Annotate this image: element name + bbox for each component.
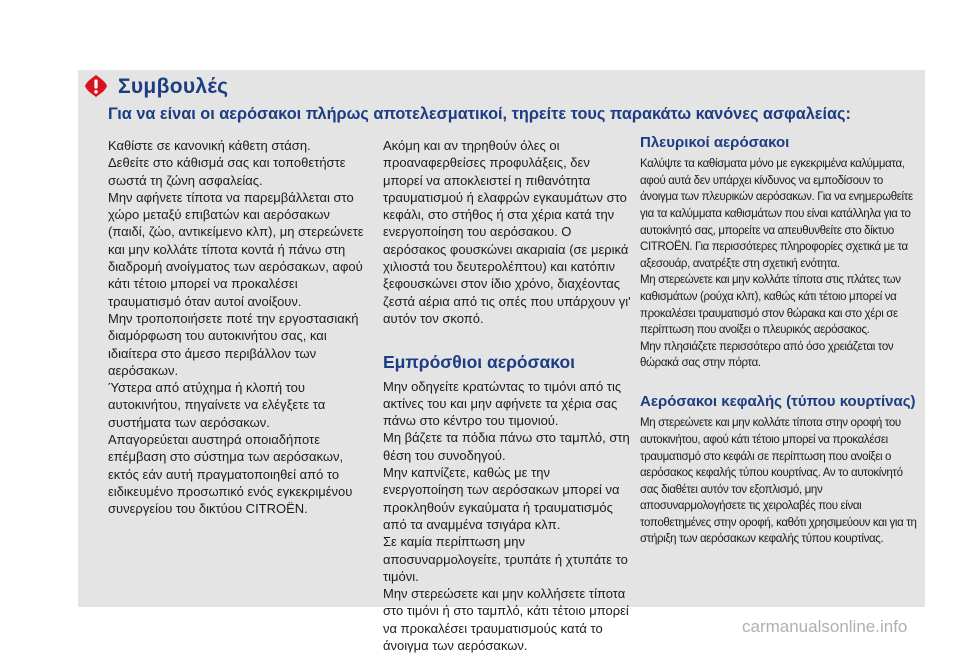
section-heading-front-airbags: Εμπρόσθιοι αερόσακοι (383, 352, 576, 373)
warning-icon (84, 74, 108, 98)
column-general-rules (108, 137, 370, 518)
paragraph: Απαγορεύεται αυστηρά οποιαδήποτε επέμβαση στο σύστημα των αερόσακων, εκτός εάν αυτή πραγματοποιηθεί από το ειδικευμένο προσωπικό ενός εγκεκριμένου συνεργείου του δικτύου CITROËN. (108, 432, 353, 517)
paragraph: Μην στερεώσετε και μην κολλήσετε τίποτα στο τιμόνι ή στο ταμπλό, κάτι τέτοιο μπορεί να προκαλέσει τραυματισμούς κατά το άνοιγμα των αερόσακων. (383, 586, 629, 654)
column-front-airbags (383, 137, 633, 654)
paragraph: Μη στερεώνετε και μην κολλάτε τίποτα στις πλάτες των καθισμάτων (ρούχα κλπ), καθώς κάτι τέτοιο μπορεί να προκαλέσει τραυματισμό στον θώρακα και στο χέρι σε περίπτωση που ανοίξει ο πλευρικός αερόσακος. (640, 274, 901, 337)
paragraph: Μην τροποποιήσετε ποτέ την εργοστασιακή διαμόρφωση του αυτοκινήτου σας, και ιδιαίτερα στο άμεσο περιβάλλον των αερόσακων. (108, 310, 359, 378)
section-heading-side-airbags: Πλευρικοί αερόσακοι (640, 134, 790, 151)
watermark: carmanualsonline.info (742, 617, 908, 636)
page-title: Συμβουλές (118, 75, 229, 98)
paragraph: Μην πλησιάζετε περισσότερο από όσο χρειάζεται τον θώρακά σας στην πόρτα. (640, 340, 894, 370)
column-side-curtain-airbags (640, 134, 918, 548)
paragraph: Μη στερεώνετε και μην κολλάτε τίποτα στην οροφή του αυτοκινήτου, αφού κάτι τέτοιο μπορεί να προκαλέσει τραυματισμό στο κεφάλι σε περίπτωση που ανοίξει ο αερόσακος κεφαλής τύπου κουρτίνας. Αν το αυτοκίνητό σας διαθέτει αυτόν τον εξοπλισμό, μην αποσυναρμολογήσετε τις χειρολαβές που είναι τοποθετημένες στην οροφή, καθότι χρησιμεύουν και για τη στήριξη των αερόσακων κεφαλής τύπου κουρτίνας. (640, 417, 917, 546)
intro-paragraph: Ακόμη και αν τηρηθούν όλες οι προαναφερθείσες προφυλάξεις, δεν μπορεί να αποκλειστεί η πιθανότητα τραυματισμού ή ελαφρών εγκαυμάτων στο κεφάλι, στο στήθος ή στα χέρια κατά την ενεργοποίηση του αερόσακου. Ο αερόσακος φουσκώνει ακαριαία (σε μερικά χιλιοστά του δευτερολέπτου) και κατόπιν ξεφουσκώνει στον ίδιο χρόνο, διαχέοντας ζεστά αέρια από τις οπές που υπάρχουν γι' αυτόν τον σκοπό. (383, 138, 631, 326)
paragraph: Μην καπνίζετε, καθώς με την ενεργοποίηση των αερόσακων μπορεί να προκληθούν εγκαύματα ή τραυματισμός από τα αναμμένα τσιγάρα κλπ. (383, 465, 620, 532)
section-heading-curtain-airbags: Αερόσακοι κεφαλής (τύπου κουρτίνας) (640, 393, 916, 411)
paragraph: Καθίστε σε κανονική κάθετη στάση. (108, 138, 311, 153)
paragraph: Καλύψτε τα καθίσματα μόνο με εγκεκριμένα καλύμματα, αφού αυτά δεν υπάρχει κίνδυνος να εμποδίσουν το άνοιγμα των πλευρικών αερόσακων. Για να ενημερωθείτε για τα καλύμματα καθισμάτων που είναι κατάλληλα για το αυτοκίνητό σας, μπορείτε να απευθυνθείτε στο δίκτυο CITROËN. Για περισσότερες πληροφορίες σχετικά με τα αξεσουάρ, ανατρέξτε στη σχετική ενότητα. (640, 158, 913, 270)
paragraph: Ύστερα από ατύχημα ή κλοπή του αυτοκινήτου, πηγαίνετε να ελέγξετε τα συστήματα των αερόσακων. (108, 380, 326, 430)
paragraph: Μη βάζετε τα πόδια πάνω στο ταμπλό, στη θέση του συνοδηγού. (383, 430, 630, 463)
paragraph: Δεθείτε στο κάθισμά σας και τοποθετήστε σωστά τη ζώνη ασφαλείας. (108, 155, 346, 188)
page-subtitle: Για να είναι οι αερόσακοι πλήρως αποτελεσματικοί, τηρείτε τους παρακάτω κανόνες ασφαλείας: (108, 105, 851, 123)
paragraph: Μην αφήνετε τίποτα να παρεμβάλλεται στο χώρο μεταξύ επιβατών και αερόσακων (παιδί, ζώο, αντικείμενο κλπ), μη στερεώνετε και μην κολλάτε τίποτα κοντά ή πάνω στη διαδρομή ανοίγματος των αερόσακων, αφού κάτι τέτοιο μπορεί να προκαλέσει τραυματισμό όταν αυτοί ανοίξουν. (108, 189, 364, 309)
paragraph: Μην οδηγείτε κρατώντας το τιμόνι από τις ακτίνες του και μην αφήνετε τα χέρια σας πάνω στο κέντρο του τιμονιού. (383, 378, 622, 429)
section-header (78, 70, 925, 104)
paragraph: Σε καμία περίπτωση μην αποσυναρμολογείτε, τρυπάτε ή χτυπάτε το τιμόνι. (383, 534, 628, 584)
